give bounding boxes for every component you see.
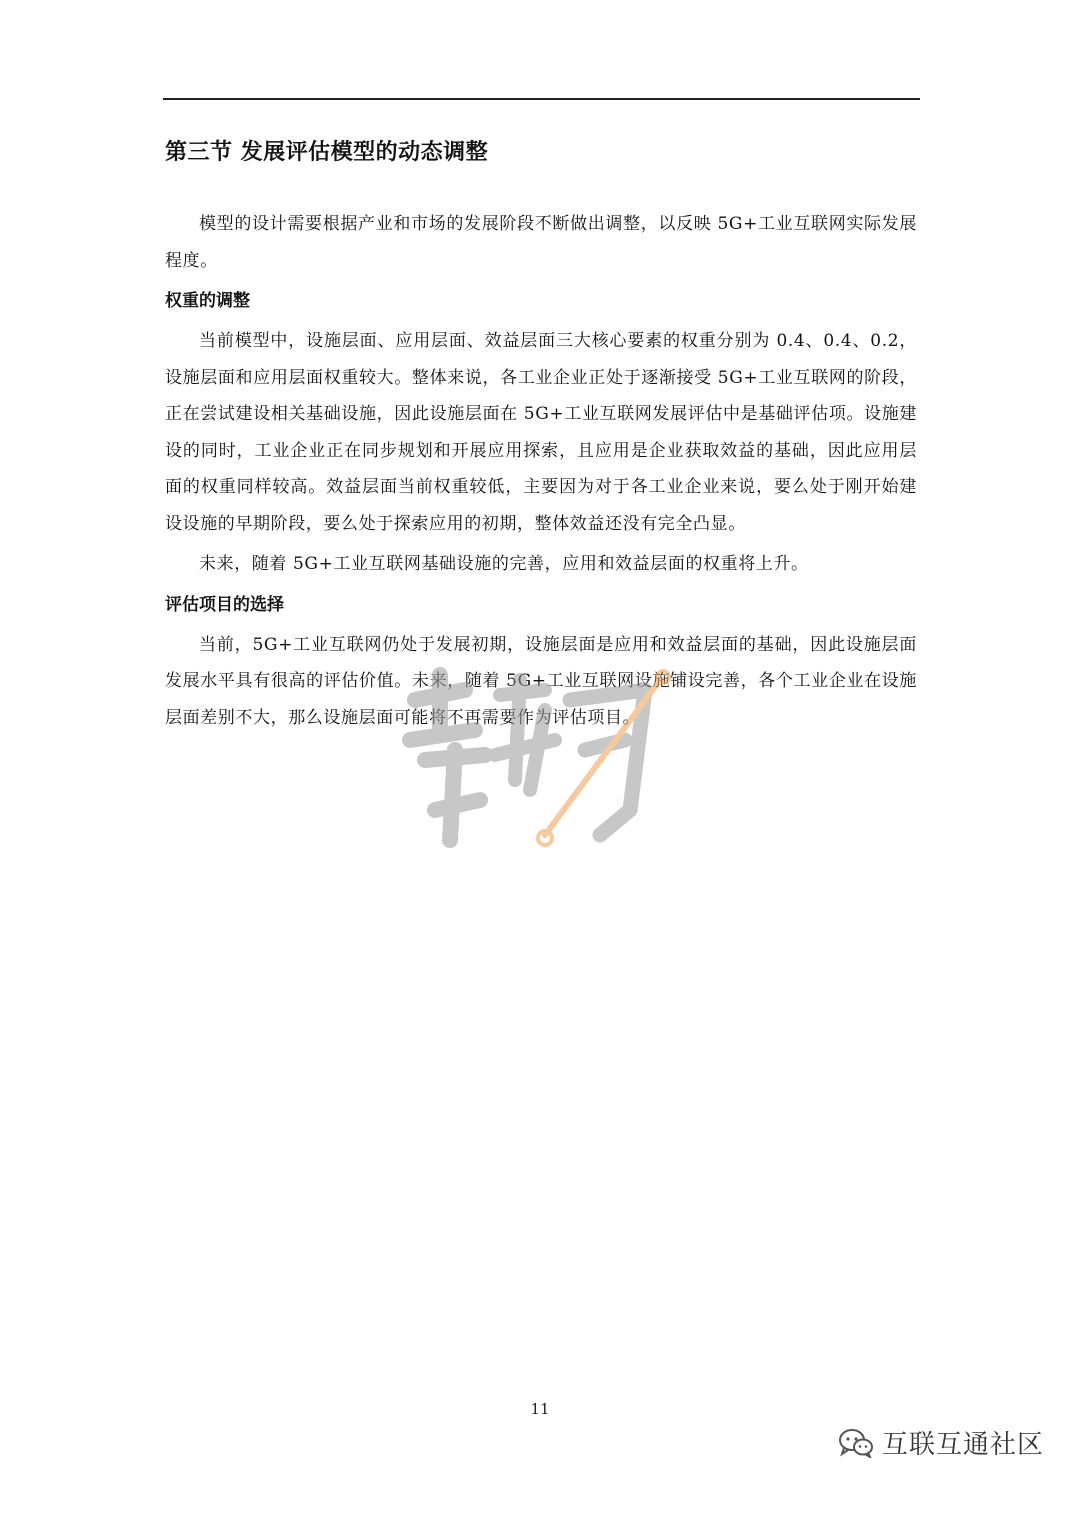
weights-heading: 权重的调整	[165, 291, 250, 311]
header-rule	[163, 98, 920, 100]
page-number: 11	[530, 1400, 550, 1418]
wechat-icon	[838, 1428, 874, 1458]
brand-name: 互联互通社区	[881, 1430, 1044, 1460]
selection-paragraph: 当前，5G+工业互联网仍处于发展初期，设施层面是应用和效益层面的基础，因此设施层面发展水平具有很高的评估价值。未来，随着 5G+工业互联网设施铺设完善，各个工业企业在设施层面差别不大，那么设施层面可能将不再需要作为评估项目。	[165, 634, 917, 728]
brand-watermark	[838, 1424, 1044, 1461]
watermark-logo-icon	[395, 660, 685, 870]
weights-paragraph-1: 当前模型中，设施层面、应用层面、效益层面三大核心要素的权重分别为 0.4、0.4、0.2，设施层面和应用层面权重较大。整体来说，各工业企业正处于逐渐接受 5G+工业互联网的阶段，正在尝试建设相关基础设施，因此设施层面在 5G+工业互联网发展评估中是基础评估项。设施建设的同时，工业企业正在同步规划和开展应用探索，且应用是企业获取效益的基础，因此应用层面的权重同样较高。效益层面当前权重较低，主要因为对于各工业企业来说，要么处于刚开始建设设施的早期阶段，要么处于探索应用的初期，整体效益还没有完全凸显。	[165, 331, 917, 534]
intro-paragraph: 模型的设计需要根据产业和市场的发展阶段不断做出调整，以反映 5G+工业互联网实际发展程度。	[165, 214, 917, 271]
section-title: 第三节 发展评估模型的动态调整	[165, 140, 489, 165]
document-body	[165, 138, 917, 736]
weights-paragraph-2: 未来，随着 5G+工业互联网基础设施的完善，应用和效益层面的权重将上升。	[199, 554, 809, 574]
selection-heading: 评估项目的选择	[165, 594, 284, 615]
